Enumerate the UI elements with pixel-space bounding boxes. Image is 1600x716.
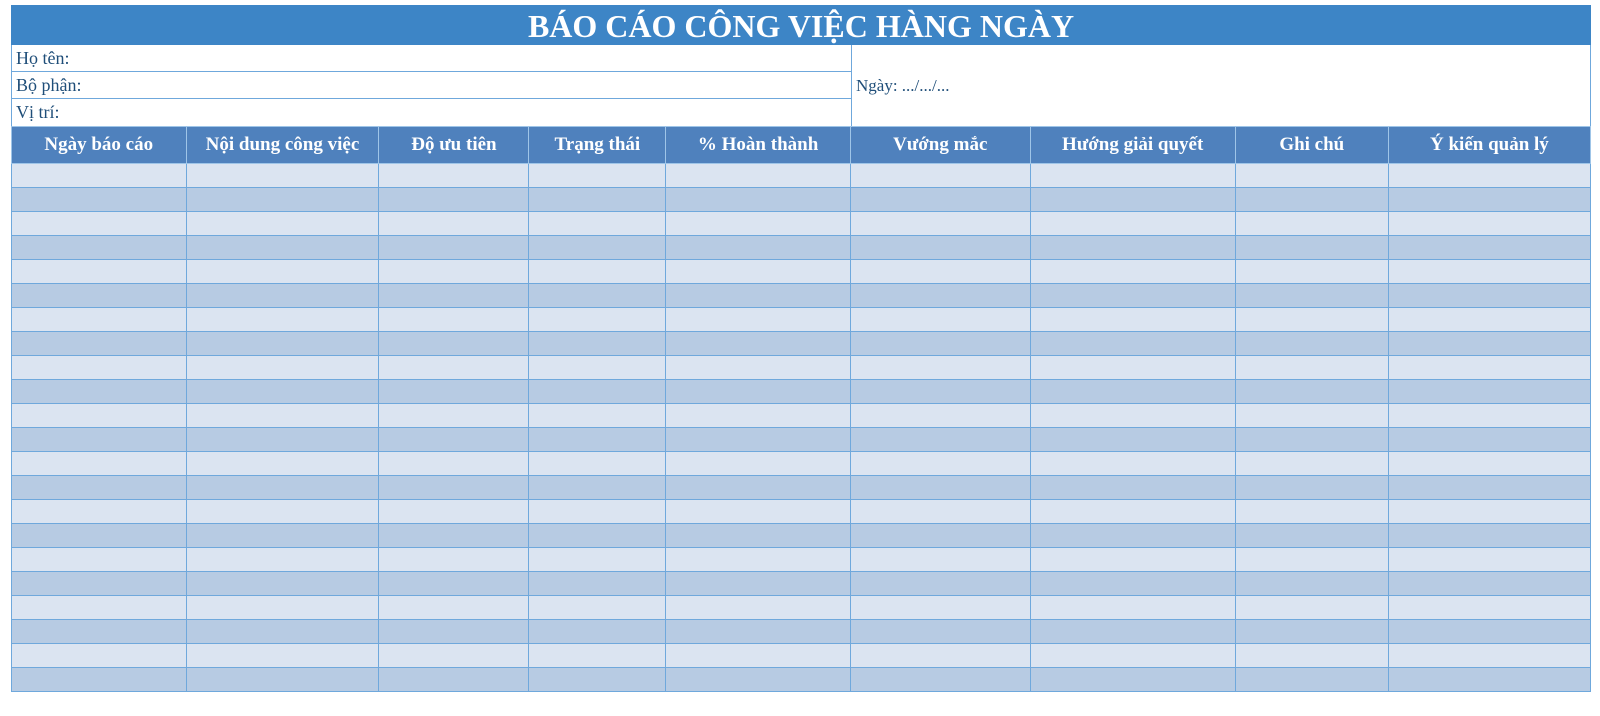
table-cell[interactable] (12, 164, 187, 188)
table-cell[interactable] (1235, 356, 1388, 380)
table-cell[interactable] (529, 644, 666, 668)
table-cell[interactable] (1388, 236, 1590, 260)
table-cell[interactable] (12, 452, 187, 476)
table-cell[interactable] (186, 332, 379, 356)
table-cell[interactable] (1388, 668, 1590, 692)
table-cell[interactable] (379, 404, 529, 428)
table-cell[interactable] (850, 164, 1030, 188)
table-cell[interactable] (1235, 620, 1388, 644)
table-cell[interactable] (1030, 596, 1235, 620)
table-cell[interactable] (12, 428, 187, 452)
table-cell[interactable] (186, 428, 379, 452)
table-cell[interactable] (1030, 500, 1235, 524)
table-cell[interactable] (186, 404, 379, 428)
table-cell[interactable] (529, 596, 666, 620)
table-cell[interactable] (379, 500, 529, 524)
table-cell[interactable] (12, 236, 187, 260)
table-cell[interactable] (1388, 260, 1590, 284)
table-cell[interactable] (850, 188, 1030, 212)
table-cell[interactable] (666, 668, 851, 692)
table-cell[interactable] (529, 332, 666, 356)
table-cell[interactable] (529, 620, 666, 644)
table-cell[interactable] (529, 548, 666, 572)
table-cell[interactable] (666, 164, 851, 188)
table-cell[interactable] (666, 476, 851, 500)
table-row (12, 596, 1591, 620)
table-cell[interactable] (850, 308, 1030, 332)
table-row (12, 572, 1591, 596)
table-row (12, 332, 1591, 356)
table-cell[interactable] (1388, 476, 1590, 500)
table-cell[interactable] (666, 260, 851, 284)
table-cell[interactable] (529, 452, 666, 476)
table-row (12, 620, 1591, 644)
table-row (12, 188, 1591, 212)
table-cell[interactable] (1388, 644, 1590, 668)
table-cell[interactable] (1030, 380, 1235, 404)
table-row (12, 284, 1591, 308)
table-cell[interactable] (12, 380, 187, 404)
table-cell[interactable] (1235, 236, 1388, 260)
table-cell[interactable] (12, 332, 187, 356)
table-cell[interactable] (1388, 356, 1590, 380)
table-cell[interactable] (379, 452, 529, 476)
date-label: Ngày: .../.../... (856, 75, 950, 95)
column-header-percent-complete: % Hoàn thành (666, 127, 851, 164)
table-cell[interactable] (666, 308, 851, 332)
table-cell[interactable] (12, 572, 187, 596)
table-cell[interactable] (12, 308, 187, 332)
table-cell[interactable] (1235, 308, 1388, 332)
table-cell[interactable] (666, 548, 851, 572)
table-cell[interactable] (12, 548, 187, 572)
table-cell[interactable] (1030, 212, 1235, 236)
table-cell[interactable] (379, 596, 529, 620)
table-cell[interactable] (1388, 284, 1590, 308)
table-cell[interactable] (12, 524, 187, 548)
table-cell[interactable] (529, 668, 666, 692)
table-cell[interactable] (186, 620, 379, 644)
table-cell[interactable] (850, 236, 1030, 260)
table-cell[interactable] (12, 404, 187, 428)
table-cell[interactable] (850, 380, 1030, 404)
table-cell[interactable] (379, 668, 529, 692)
table-cell[interactable] (1388, 452, 1590, 476)
table-cell[interactable] (666, 332, 851, 356)
table-cell[interactable] (1235, 452, 1388, 476)
table-cell[interactable] (1235, 572, 1388, 596)
table-cell[interactable] (529, 380, 666, 404)
table-cell[interactable] (850, 356, 1030, 380)
table-cell[interactable] (379, 548, 529, 572)
work-log-table (11, 126, 1591, 692)
employee-info-fields (12, 45, 851, 126)
table-cell[interactable] (1030, 476, 1235, 500)
report-title: BÁO CÁO CÔNG VIỆC HÀNG NGÀY (11, 5, 1591, 45)
table-cell[interactable] (186, 260, 379, 284)
table-cell[interactable] (12, 668, 187, 692)
table-cell[interactable] (529, 572, 666, 596)
table-cell[interactable] (1030, 620, 1235, 644)
table-cell[interactable] (1235, 332, 1388, 356)
table-cell[interactable] (379, 308, 529, 332)
table-cell[interactable] (186, 452, 379, 476)
table-row (12, 524, 1591, 548)
table-cell[interactable] (1030, 164, 1235, 188)
table-cell[interactable] (1030, 260, 1235, 284)
daily-report-sheet (11, 5, 1591, 692)
column-header-manager-comment: Ý kiến quản lý (1388, 127, 1590, 164)
table-cell[interactable] (186, 596, 379, 620)
table-cell[interactable] (529, 308, 666, 332)
table-cell[interactable] (1030, 644, 1235, 668)
table-cell[interactable] (186, 356, 379, 380)
table-cell[interactable] (186, 668, 379, 692)
table-cell[interactable] (1030, 548, 1235, 572)
table-row (12, 236, 1591, 260)
table-cell[interactable] (666, 236, 851, 260)
table-cell[interactable] (529, 404, 666, 428)
table-cell[interactable] (12, 644, 187, 668)
employee-info-block (11, 45, 1591, 126)
table-cell[interactable] (1235, 428, 1388, 452)
table-cell[interactable] (379, 212, 529, 236)
table-cell[interactable] (666, 452, 851, 476)
table-cell[interactable] (1235, 524, 1388, 548)
column-header-task-content: Nội dung công việc (186, 127, 379, 164)
table-row (12, 476, 1591, 500)
table-cell[interactable] (529, 164, 666, 188)
table-cell[interactable] (1388, 596, 1590, 620)
table-cell[interactable] (850, 332, 1030, 356)
table-cell[interactable] (186, 308, 379, 332)
table-row (12, 548, 1591, 572)
table-cell[interactable] (1030, 524, 1235, 548)
table-cell[interactable] (850, 500, 1030, 524)
table-cell[interactable] (529, 188, 666, 212)
table-row (12, 452, 1591, 476)
table-row (12, 668, 1591, 692)
table-cell[interactable] (850, 284, 1030, 308)
table-cell[interactable] (379, 260, 529, 284)
table-cell[interactable] (1030, 284, 1235, 308)
table-cell[interactable] (12, 500, 187, 524)
department-field[interactable]: Bộ phận: (12, 72, 851, 99)
table-cell[interactable] (186, 284, 379, 308)
table-cell[interactable] (1388, 572, 1590, 596)
table-cell[interactable] (529, 236, 666, 260)
table-cell[interactable] (1388, 548, 1590, 572)
table-cell[interactable] (186, 476, 379, 500)
table-cell[interactable] (850, 476, 1030, 500)
table-cell[interactable] (379, 428, 529, 452)
table-cell[interactable] (850, 572, 1030, 596)
table-cell[interactable] (379, 476, 529, 500)
table-cell[interactable] (666, 284, 851, 308)
table-cell[interactable] (186, 524, 379, 548)
table-cell[interactable] (529, 428, 666, 452)
table-cell[interactable] (666, 404, 851, 428)
table-cell[interactable] (1388, 380, 1590, 404)
table-cell[interactable] (666, 596, 851, 620)
table-cell[interactable] (12, 356, 187, 380)
table-cell[interactable] (666, 572, 851, 596)
table-cell[interactable] (529, 212, 666, 236)
table-row (12, 260, 1591, 284)
table-cell[interactable] (186, 236, 379, 260)
table-cell[interactable] (1030, 428, 1235, 452)
table-cell[interactable] (379, 572, 529, 596)
table-cell[interactable] (1030, 332, 1235, 356)
table-cell[interactable] (666, 524, 851, 548)
table-cell[interactable] (1235, 644, 1388, 668)
table-row (12, 356, 1591, 380)
table-cell[interactable] (666, 428, 851, 452)
table-cell[interactable] (1235, 596, 1388, 620)
table-cell[interactable] (1235, 164, 1388, 188)
table-cell[interactable] (850, 260, 1030, 284)
date-field[interactable] (851, 45, 1590, 126)
table-row (12, 308, 1591, 332)
column-header-solution: Hướng giải quyết (1030, 127, 1235, 164)
table-cell[interactable] (850, 452, 1030, 476)
table-cell[interactable] (1235, 548, 1388, 572)
table-cell[interactable] (1388, 308, 1590, 332)
table-cell[interactable] (529, 284, 666, 308)
table-cell[interactable] (1388, 164, 1590, 188)
table-cell[interactable] (850, 524, 1030, 548)
table-cell[interactable] (186, 548, 379, 572)
table-cell[interactable] (186, 644, 379, 668)
table-cell[interactable] (1388, 332, 1590, 356)
table-row (12, 164, 1591, 188)
column-header-issues: Vướng mắc (850, 127, 1030, 164)
table-cell[interactable] (850, 596, 1030, 620)
table-row (12, 428, 1591, 452)
table-cell[interactable] (379, 620, 529, 644)
table-cell[interactable] (1030, 188, 1235, 212)
table-cell[interactable] (1388, 404, 1590, 428)
table-cell[interactable] (186, 164, 379, 188)
table-cell[interactable] (379, 332, 529, 356)
table-cell[interactable] (1235, 284, 1388, 308)
table-cell[interactable] (1235, 380, 1388, 404)
column-header-report-date: Ngày báo cáo (12, 127, 187, 164)
table-cell[interactable] (379, 524, 529, 548)
table-cell[interactable] (186, 380, 379, 404)
table-cell[interactable] (12, 620, 187, 644)
table-cell[interactable] (666, 620, 851, 644)
table-row (12, 500, 1591, 524)
table-cell[interactable] (12, 284, 187, 308)
table-cell[interactable] (666, 644, 851, 668)
table-cell[interactable] (1388, 524, 1590, 548)
table-cell[interactable] (666, 212, 851, 236)
column-header-priority: Độ ưu tiên (379, 127, 529, 164)
table-cell[interactable] (1235, 668, 1388, 692)
table-cell[interactable] (379, 284, 529, 308)
table-cell[interactable] (666, 500, 851, 524)
table-cell[interactable] (186, 500, 379, 524)
table-cell[interactable] (379, 644, 529, 668)
table-cell[interactable] (12, 188, 187, 212)
table-cell[interactable] (1030, 236, 1235, 260)
name-field[interactable]: Họ tên: (12, 45, 851, 72)
table-cell[interactable] (12, 596, 187, 620)
table-cell[interactable] (529, 476, 666, 500)
table-cell[interactable] (186, 572, 379, 596)
table-cell[interactable] (379, 236, 529, 260)
table-cell[interactable] (1030, 668, 1235, 692)
table-cell[interactable] (12, 212, 187, 236)
table-cell[interactable] (1388, 500, 1590, 524)
table-cell[interactable] (186, 212, 379, 236)
column-header-notes: Ghi chú (1235, 127, 1388, 164)
table-cell[interactable] (379, 164, 529, 188)
table-body (12, 164, 1591, 692)
table-row (12, 380, 1591, 404)
table-cell[interactable] (1388, 188, 1590, 212)
table-cell[interactable] (1235, 500, 1388, 524)
table-cell[interactable] (529, 260, 666, 284)
table-cell[interactable] (12, 260, 187, 284)
table-cell[interactable] (1235, 212, 1388, 236)
table-cell[interactable] (1235, 476, 1388, 500)
table-cell[interactable] (1030, 308, 1235, 332)
table-cell[interactable] (1235, 404, 1388, 428)
table-cell[interactable] (666, 188, 851, 212)
table-row (12, 644, 1591, 668)
table-cell[interactable] (1235, 188, 1388, 212)
table-cell[interactable] (850, 548, 1030, 572)
table-cell[interactable] (850, 404, 1030, 428)
table-cell[interactable] (529, 524, 666, 548)
table-cell[interactable] (850, 428, 1030, 452)
table-cell[interactable] (1388, 428, 1590, 452)
table-cell[interactable] (1030, 572, 1235, 596)
table-cell[interactable] (1030, 404, 1235, 428)
table-row (12, 404, 1591, 428)
table-row (12, 212, 1591, 236)
table-header-row (12, 127, 1591, 164)
table-cell[interactable] (666, 356, 851, 380)
table-cell[interactable] (1030, 452, 1235, 476)
table-cell[interactable] (850, 668, 1030, 692)
table-cell[interactable] (12, 476, 187, 500)
table-cell[interactable] (379, 380, 529, 404)
table-cell[interactable] (1388, 212, 1590, 236)
table-cell[interactable] (666, 380, 851, 404)
table-cell[interactable] (1030, 356, 1235, 380)
table-cell[interactable] (1235, 260, 1388, 284)
table-cell[interactable] (850, 212, 1030, 236)
table-cell[interactable] (529, 500, 666, 524)
table-cell[interactable] (379, 356, 529, 380)
table-cell[interactable] (850, 620, 1030, 644)
table-cell[interactable] (850, 644, 1030, 668)
table-cell[interactable] (379, 188, 529, 212)
table-cell[interactable] (529, 356, 666, 380)
table-cell[interactable] (1388, 620, 1590, 644)
position-field[interactable]: Vị trí: (16, 102, 60, 122)
column-header-status: Trạng thái (529, 127, 666, 164)
table-cell[interactable] (186, 188, 379, 212)
